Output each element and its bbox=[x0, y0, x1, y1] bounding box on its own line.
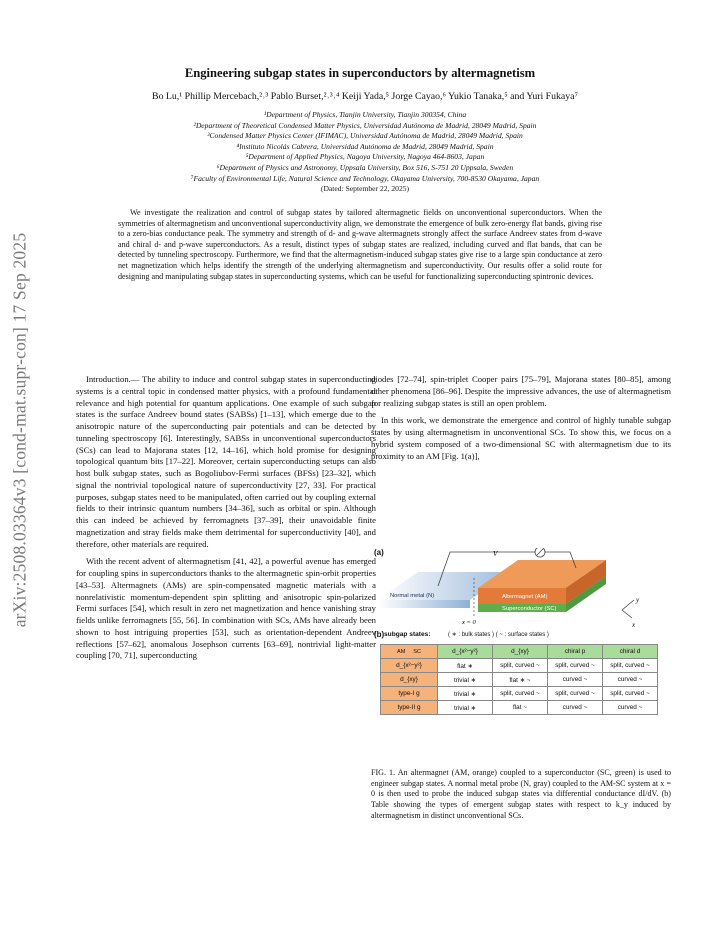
row-header: d_{xy} bbox=[381, 673, 438, 687]
axis-y-label: y bbox=[636, 596, 640, 604]
table-cell: flat ∗ ~ bbox=[493, 673, 548, 687]
v-label: V bbox=[493, 550, 498, 558]
table-cell: split, curved ~ bbox=[548, 687, 603, 701]
abstract: We investigate the realization and control of subgap states by tailored altermagnetic fields on unconventional superconductors. When the symmetries of altermagnetism and unconventional superconductivity align, we demonstrate the emergence of bulk zero-energy flat bands, giving rise to a zero-bias conductance peak. The symmetry and strength of d- and g-wave altermagnets strongly affect the surface Andreev states from d-wave and chiral d- and p-wave superconductors. As a result, distinct types of subgap states are realized, including curved and flat bands, that can be detected by tunneling spectroscopy. Furthermore, we find that the altermagnetism-induced subgap states give rise to a large spin conductance at zero net magnetization which helps identify the strength of the underlying altermagnetism and superconductivity. Our results offer a solid route for designing and manipulating subgap states in superconducting systems, which can be useful for functionalizing superconducting spintronic devices. bbox=[118, 208, 602, 281]
table-row bbox=[381, 701, 658, 715]
figure-caption: FIG. 1. An altermagnet (AM, orange) coupled to a superconductor (SC, green) is used to engineer subgap states. A normal metal probe (N, gray) coupled to the AM-SC system at x = 0 is then used to probe the induced subgap states via differential conductance dI/dV. (b) Table showing the types of emergent subgap states with respect to k_y induced by altermagnetism in distinct unconventional SCs. bbox=[371, 768, 671, 820]
column-header: chiral p bbox=[548, 645, 603, 659]
affiliations bbox=[70, 110, 660, 195]
subgap-states-title: subgap states: bbox=[384, 631, 431, 638]
table-cell: curved ~ bbox=[603, 701, 658, 715]
subgap-legend: ( ∗ : bulk states ) ( ~ : surface states ) bbox=[448, 632, 549, 638]
column-header: chiral d bbox=[603, 645, 658, 659]
table-row bbox=[381, 673, 658, 687]
table-cell: curved ~ bbox=[548, 701, 603, 715]
affiliation: ¹Department of Physics, Tianjin University, Tianjin 300354, China bbox=[263, 110, 467, 119]
table-cell: trivial ∗ bbox=[438, 701, 493, 715]
panel-a-label: (a) bbox=[374, 548, 384, 557]
table-corner bbox=[381, 645, 438, 659]
table-row bbox=[381, 687, 658, 701]
this-work-paragraph: In this work, we demonstrate the emergence and control of highly tunable subgap states by using altermagnetism in unconventional SCs. To show this, we focus on a hybrid system composed of a two-dimensional SC with altermagnetism due to its proximity to an AM [Fig. 1(a)], bbox=[371, 415, 671, 461]
figure-1 bbox=[370, 540, 674, 760]
right-column bbox=[371, 374, 671, 462]
column-header: d_{xy} bbox=[493, 645, 548, 659]
table-cell: curved ~ bbox=[603, 673, 658, 687]
corner-sc: SC bbox=[413, 649, 421, 655]
table-cell: split, curved ~ bbox=[548, 659, 603, 673]
left-column bbox=[76, 374, 376, 662]
row-header: type-II g bbox=[381, 701, 438, 715]
altermagnet-paragraph: With the recent advent of altermagnetism [41, 42], a powerful avenue has emerged for coupling spins in superconductors thanks to the altermagnetic spin-orbit properties [43–53]. Altermagnets (AMs) are spin-compensated magnetic materials with a nonrelativistic momentum-dependent spin splitting and anisotropic spin-polarized Fermi surfaces [54], which result in zero net magnetization and hence vanishing stray fields unlike ferromagnets [55, 56]. In combination with SCs, AMs have already been shown to host intriguing properties [53], such as orientation-dependent Andreev reflections [57–62], anomalous Josephson currents [63–69], nontrivial light-matter coupling [70, 71], superconducting bbox=[76, 556, 376, 661]
intro-paragraph: Introduction.— The ability to induce and control subgap states in superconducting systems is a central topic in condensed matter physics, with a profound fundamental relevance and high potential for quantum applications. One example of such subgap states is the surface Andreev bound states (SABSs) [1–13], which emerge due to the anisotropic nature of the superconducting pair potentials and can be detected by tunneling spectroscopy [6]. Interestingly, SABSs in unconventional superconductors (SCs) can lead to Majorana states [12, 14–16], which hold promise for designing topological quantum bits [17–22]. Moreover, certain superconducting setups can also host bulk subgap states, such as Bogoliubov-Fermi surfaces (BFSs) [23–32], which signal the nontrivial topological nature of superconductivity [27, 33]. For practical purposes, subgap states need to be manipulated, often carried out by coupling external fields to their intrinsic quantum numbers [34–36], such as orbital or spin. Although this can indeed be achieved by ferromagnets [37–39], their unavoidable finite magnetization and stray fields make them detrimental for superconductivity [40], and therefore, other materials are required. bbox=[76, 374, 376, 549]
column-header: d_{x²−y²} bbox=[438, 645, 493, 659]
table-cell: trivial ∗ bbox=[438, 673, 493, 687]
table-cell: split, curved ~ bbox=[493, 687, 548, 701]
row-header: d_{x²−y²} bbox=[381, 659, 438, 673]
affiliation: ²Department of Theoretical Condensed Matter Physics, Universidad Autónoma de Madrid, 28049 Madrid, Spain bbox=[193, 120, 537, 130]
subgap-table bbox=[380, 644, 658, 715]
table-cell: flat ~ bbox=[493, 701, 548, 715]
axis-x-line bbox=[622, 610, 632, 618]
normal-metal-label: Normal metal (N) bbox=[390, 593, 435, 599]
affiliation: ⁷Faculty of Environmental Life, Natural Science and Technology, Okayama University, 700-8530 Okayama, Japan bbox=[190, 173, 540, 183]
affiliation: ⁵Department of Applied Physics, Nagoya University, Nagoya 464-8603, Japan bbox=[245, 152, 485, 162]
superconductor-label: Superconductor (SC) bbox=[502, 606, 557, 612]
table-cell: trivial ∗ bbox=[438, 687, 493, 701]
table-cell: split, curved ~ bbox=[603, 687, 658, 701]
altermagnet-label: Altermagnet (AM) bbox=[502, 594, 548, 600]
table-cell: split, curved ~ bbox=[493, 659, 548, 673]
paper-title: Engineering subgap states in superconductors by altermagnetism bbox=[184, 66, 536, 80]
arxiv-identifier: arXiv:2508.03364v3 [cond-mat.supr-con] 17 Sep 2025 bbox=[9, 232, 30, 628]
affiliation: ⁶Department of Physics and Astronomy, Uppsala University, Box 516, S-751 20 Uppsala, Sweden bbox=[216, 162, 514, 172]
table-row bbox=[381, 659, 658, 673]
row-header: type-I g bbox=[381, 687, 438, 701]
continued-paragraph: diodes [72–74], spin-triplet Cooper pairs [75–79], Majorana states [80–85], among other phenomena [86–96]. Despite the impressive advances, the use of altermagnetism for realizing subgap states is still an open problem. bbox=[371, 374, 671, 408]
panel-b-label: (b) bbox=[374, 630, 385, 639]
axis-x-label: x bbox=[632, 621, 636, 629]
axis-y-line bbox=[622, 600, 634, 610]
affiliation: ³Condensed Matter Physics Center (IFIMAC), Universidad Autónoma de Madrid, 28049 Madrid, Spain bbox=[207, 131, 523, 141]
affiliation: ⁴Instituto Nicolás Cabrera, Universidad Autónoma de Madrid, 28049 Madrid, Spain bbox=[236, 141, 494, 151]
table-cell: split, curved ~ bbox=[603, 659, 658, 673]
device-schematic bbox=[370, 548, 674, 630]
table-cell: flat ∗ bbox=[438, 659, 493, 673]
x-origin-label: x = 0 bbox=[462, 619, 476, 626]
table-cell: curved ~ bbox=[548, 673, 603, 687]
arxiv-sidebar bbox=[2, 190, 38, 670]
normal-metal-front bbox=[378, 600, 470, 608]
corner-am: AM bbox=[397, 649, 406, 655]
author-list: Bo Lu,¹ Phillip Mercebach,²˒³ Pablo Burset,²˒³˒⁴ Keiji Yada,⁵ Jorge Cayao,⁶ Yukio Tanaka,⁵ and Yuri Fukaya⁷ bbox=[152, 91, 578, 102]
date-line: (Dated: September 22, 2025) bbox=[320, 184, 410, 194]
